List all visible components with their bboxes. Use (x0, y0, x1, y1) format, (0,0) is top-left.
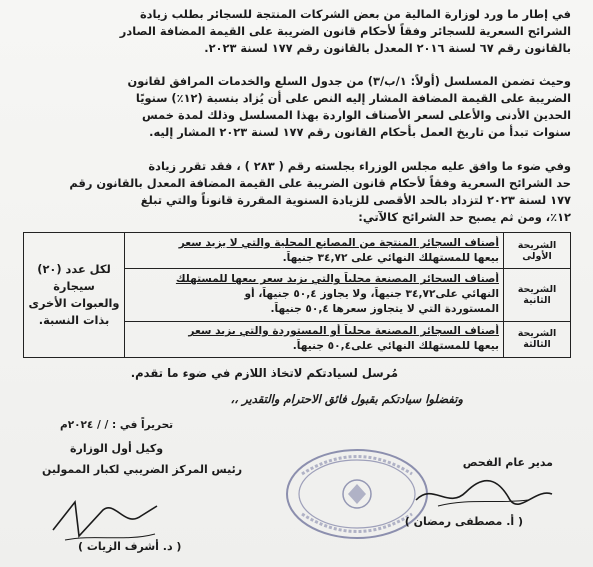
date-line: تحريراً في : / / ٢٠٢٤م (60, 419, 174, 431)
bracket-name: الشريحة الأولى (504, 233, 571, 269)
closing-line: وتفضلوا سيادتكم بقبول فائق الاحترام والتقدير ،، (230, 392, 463, 406)
text-line: بيعها للمستهلك النهائي على ٣٤,٧٢ جنيهاً. (282, 251, 499, 264)
text-line: ١٢٪، ومن ثم يصبح حد الشرائح كالآتي: (358, 210, 571, 224)
text-line: الشرائح السعرية للسجائر وفقاً لأحكام قانون الضريبة على القيمة المضافة الصادر (119, 24, 571, 38)
signatory-title-left: وكيل أول الوزارة (70, 442, 164, 455)
bracket-name: الشريحة الثانية (504, 269, 571, 321)
signature-right-icon (408, 470, 558, 518)
signatory-subtitle-left: رئيس المركز الضريبي لكبار الممولين (42, 463, 243, 476)
bracket-description (125, 269, 504, 321)
bracket-description (125, 321, 504, 357)
text-line: بالقانون رقم ٦٧ لسنة ٢٠١٦ المعدل بالقانون رقم ١٧٧ لسنة ٢٠٢٣. (204, 41, 571, 55)
signatory-title-right: مدير عام الفحص (462, 456, 553, 469)
text-line: الضريبة على القيمة المضافة المشار إليه النص على أن يُزاد بنسبة (١٢٪) سنويًا (135, 91, 571, 105)
text-line: ١٧٧ لسنة ٢٠٢٣ لتزداد بالحد الأقصى للزيادة السنوية المقررة قانوناً والتي تبلغ (140, 193, 571, 207)
paragraph-decision (19, 158, 571, 226)
table-row (24, 233, 571, 269)
text-line: الحدين الأدنى والأعلى لسعر الأصناف الواردة بهذا المسلسل وذلك لمدة خمس (142, 108, 571, 122)
text-line: بيعها للمستهلك النهائي على٥٠,٤ جنيهاً. (292, 340, 499, 353)
text-line: أصناف السجائر المصنعة محلياً والتي يزيد سعر بيعها للمستهلك (175, 273, 499, 286)
signatory-name-left: ( د. أشرف الزيات ) (78, 540, 182, 553)
text-line: النهائي على٣٤,٧٢ جنيهاً، ولا يجاوز ٥٠,٤ جنيهاً، أو (244, 288, 499, 301)
text-line: سنوات تبدأ من تاريخ العمل بأحكام القانون رقم ١٧٧ لسنة ٢٠٢٣ المشار إليه. (149, 125, 571, 139)
unit-note: لكل عدد (٢٠) سيجارة والعبوات الأخرى بذات النسبة. (24, 233, 125, 358)
text-line: أصناف السجائر المصنعة محلياً أو المستوردة والتي يزيد سعر (188, 325, 499, 338)
price-brackets-table (23, 232, 571, 358)
text-line: وحيث تضمن المسلسل (أولاً: ١/ب/٣) من جدول السلع والخدمات المرافق لقانون (127, 74, 571, 88)
text-line: وفي ضوء ما وافق عليه مجلس الوزراء بجلسته رقم ( ٢٨٣ ) ، فقد تقرر زيادة (148, 159, 571, 173)
bracket-name: الشريحة الثالثة (504, 321, 571, 357)
text-line: في إطار ما ورد لوزارة المالية من بعض الشركات المنتجة للسجائر بطلب زيادة (139, 7, 571, 21)
signatory-name-right: ( أ. مصطفى رمضان ) (404, 515, 523, 528)
bracket-description (125, 233, 504, 269)
paragraph-legal-basis (19, 73, 571, 141)
send-line: مُرسل لسيادتكم لاتخاذ اللازم في ضوء ما تقدم. (130, 366, 398, 380)
text-line: المستوردة التي لا يتجاوز سعرها ٥٠,٤ جنيهاً. (270, 303, 499, 316)
paragraph-request (19, 6, 571, 57)
text-line: حد الشرائح السعرية وفقاً لأحكام قانون الضريبة على القيمة المضافة المعدل بالقانون رقم (69, 176, 571, 190)
text-line: أصناف السجائر المنتجة من المصانع المحلية والتي لا يزيد سعر (178, 236, 499, 249)
